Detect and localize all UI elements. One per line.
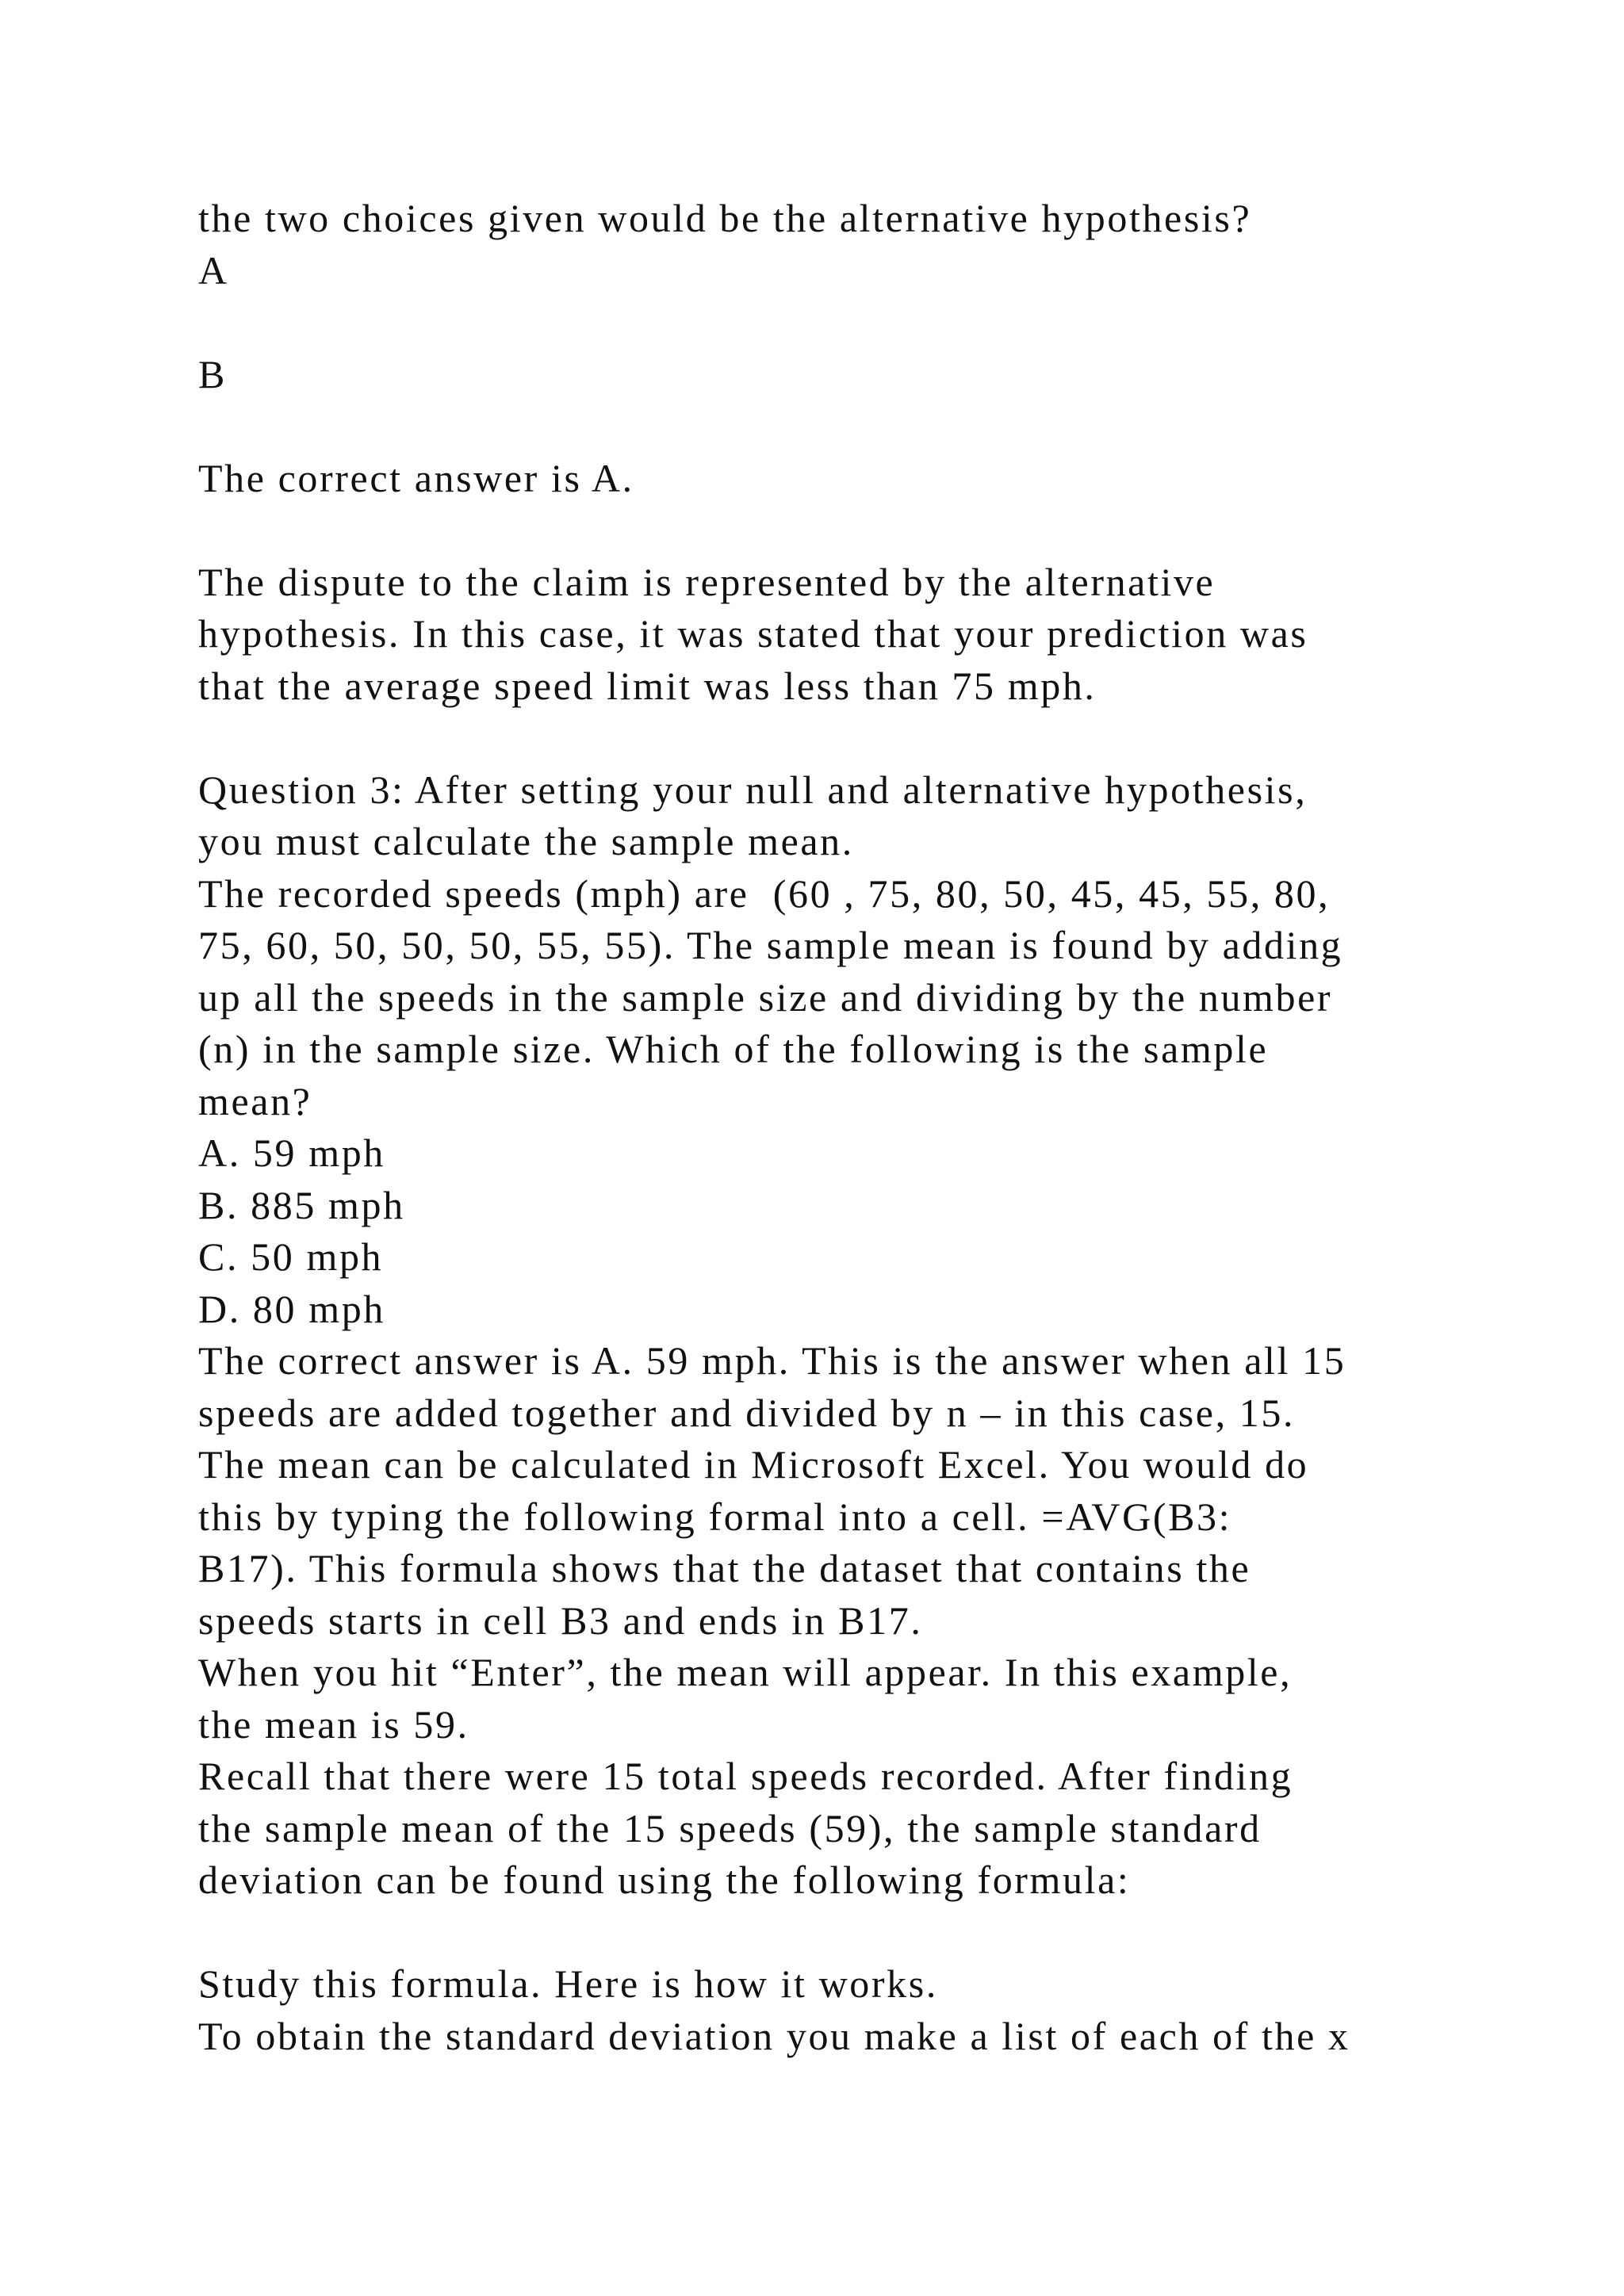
text-line: the mean is 59. — [198, 1701, 469, 1747]
answer-line: The correct answer is A. — [198, 455, 634, 500]
blank-line — [198, 712, 1546, 764]
text-line: speeds are added together and divided by n – in this case, 15. — [198, 1390, 1296, 1435]
text-line: this by typing the following formal into a cell. =AVG(B3: — [198, 1494, 1232, 1539]
answer-line: The correct answer is A. 59 mph. This is the answer when all 15 — [198, 1338, 1346, 1383]
text-line: The dispute to the claim is represented by the alternative — [198, 559, 1216, 604]
option-d: D. 80 mph — [198, 1286, 385, 1331]
text-line: When you hit “Enter”, the mean will appear. In this example, — [198, 1650, 1293, 1694]
text-line: hypothesis. In this case, it was stated that your prediction was — [198, 611, 1308, 656]
document-page — [198, 193, 1546, 2062]
blank-line — [198, 504, 1546, 557]
blank-line — [198, 1907, 1546, 1959]
text-line: up all the speeds in the sample size and dividing by the number — [198, 974, 1333, 1020]
text-line: deviation can be found using the following formula: — [198, 1858, 1131, 1902]
blank-line — [198, 400, 1546, 453]
choice-b-label: B — [198, 351, 227, 396]
blank-line — [198, 297, 1546, 349]
text-line: B17). This formula shows that the dataset that contains the — [198, 1546, 1251, 1590]
option-a: A. 59 mph — [198, 1131, 385, 1175]
text-line: that the average speed limit was less than 75 mph. — [198, 663, 1097, 708]
text-line: 75, 60, 50, 50, 50, 55, 55). The sample mean is found by adding — [198, 923, 1343, 967]
text-line: you must calculate the sample mean. — [198, 819, 854, 863]
text-line: Study this formula. Here is how it works. — [198, 1961, 938, 2006]
choice-a-label: A — [198, 247, 229, 293]
text-line: speeds starts in cell B3 and ends in B17. — [198, 1598, 923, 1643]
question-heading: Question 3: After setting your null and alternative hypothesis, — [198, 767, 1308, 812]
text-line: To obtain the standard deviation you make a list of each of the x — [198, 2013, 1350, 2058]
text-line: the sample mean of the 15 speeds (59), the sample standard — [198, 1805, 1262, 1850]
text-line: mean? — [198, 1078, 312, 1123]
text-line: Recall that there were 15 total speeds recorded. After finding — [198, 1754, 1293, 1798]
text-line: (n) in the sample size. Which of the following is the sample — [198, 1027, 1269, 1071]
text-line: the two choices given would be the alternative hypothesis? — [198, 196, 1252, 240]
option-b: B. 885 mph — [198, 1182, 405, 1227]
text-line: The recorded speeds (mph) are (60 , 75, 80, 50, 45, 45, 55, 80, — [198, 871, 1331, 916]
text-line: The mean can be calculated in Microsoft Excel. You would do — [198, 1442, 1309, 1487]
option-c: C. 50 mph — [198, 1234, 384, 1279]
